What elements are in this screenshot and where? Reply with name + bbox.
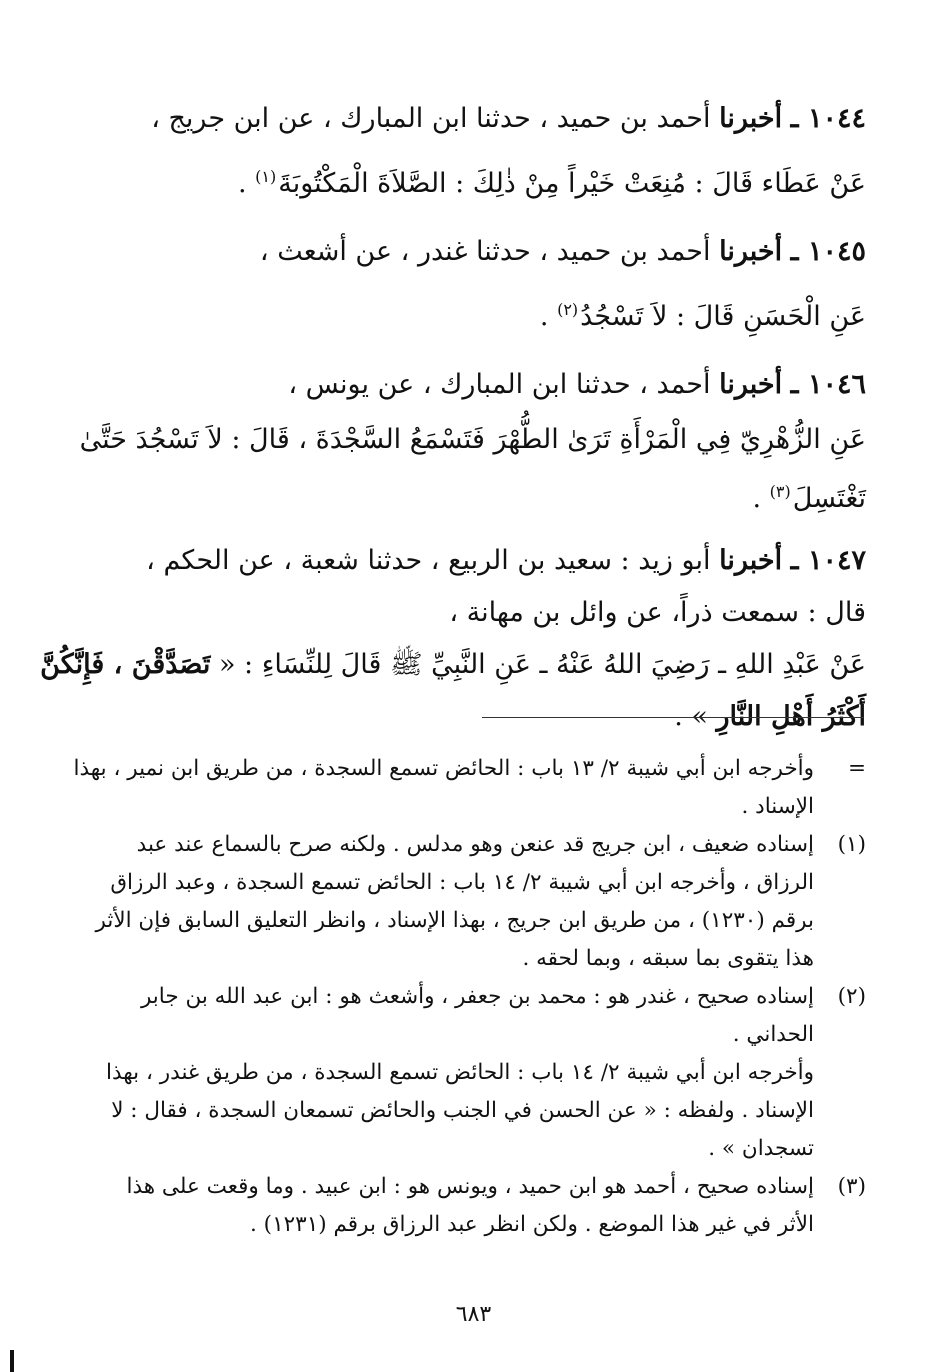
footnote-body — [70, 750, 814, 826]
matn-line — [70, 466, 866, 525]
footnote-body — [70, 1168, 814, 1244]
hadith-1046 — [70, 356, 866, 525]
isnad-keyword: أخبرنا — [719, 236, 783, 267]
footnote-3 — [70, 1168, 866, 1244]
isnad-line — [70, 356, 866, 414]
footnote-line: الرزاق ، وأخرجه ابن أبي شيبة ٢/ ١٤ باب : الحائض تسمع السجدة ، وعبد الرزاق — [110, 870, 814, 895]
matn-text: عَنِ الْحَسَنِ قَالَ : لاَ تَسْجُدُ — [580, 301, 866, 332]
scan-edge-mark — [10, 1350, 14, 1372]
footnote-body — [70, 826, 814, 978]
footnote-line: وأخرجه ابن أبي شيبة ٢/ ١٣ باب : الحائض تسمع السجدة ، من طريق ابن نمير ، بهذا — [73, 756, 814, 781]
footnote-line: إسناده صحيح ، أحمد هو ابن حميد ، ويونس هو : ابن عبيد . وما وقعت على هذا — [126, 1174, 814, 1199]
footnote-separator — [482, 717, 864, 718]
footnote-body — [70, 978, 814, 1168]
matn-text: عَنِ الزُّهْرِيّ فِي الْمَرْأَةِ تَرَىٰ الطُّهْرَ فَتَسْمَعُ السَّجْدَةَ ، قَالَ : لاَ تَسْجُدَ حَتَّىٰ — [79, 424, 866, 455]
footnote-ref: (٣) — [769, 482, 791, 501]
footnote-marker: (٢) — [837, 984, 866, 1009]
hadith-1047 — [40, 535, 866, 743]
isnad-text: قال : سمعت ذراً، عن وائل بن مهانة ، — [449, 597, 866, 628]
hadith-number: ١٠٤٧ ـ — [790, 545, 866, 576]
footnote-line: تسجدان » . — [708, 1136, 814, 1161]
hadith-number: ١٠٤٦ ـ — [790, 369, 866, 400]
prophetic-words: أَكْثَرُ أَهْلِ النَّارِ — [716, 701, 866, 732]
isnad-keyword: أخبرنا — [719, 369, 783, 400]
footnote-marker: = — [847, 756, 866, 781]
isnad-line — [70, 223, 866, 281]
page-number: ٦٨٣ — [455, 1302, 492, 1327]
matn-text: عَنْ عَبْدِ اللهِ ـ رَضِيَ اللهُ عَنْهُ ـ عَنِ النَّبِيِّ ﷺ قَالَ لِلنِّسَاءِ : « — [218, 649, 866, 680]
matn-line — [70, 281, 866, 346]
footnote-line: وأخرجه ابن أبي شيبة ٢/ ١٤ باب : الحائض تسمع السجدة ، من طريق غندر ، بهذا — [106, 1060, 814, 1085]
footnote-line: الإسناد . ولفظه : « عن الحسن في الجنب والحائض تسمعان السجدة ، فقال : لا — [111, 1098, 814, 1123]
isnad-text: أحمد بن حميد ، حدثنا ابن المبارك ، عن ابن جريج ، — [151, 103, 711, 134]
footnote-ref: (٢) — [557, 300, 579, 319]
matn-line — [70, 414, 866, 466]
matn-tail: » . — [674, 701, 708, 732]
prophetic-words: تَصَدَّقْنَ ، فَإِنَّكُنَّ — [40, 649, 211, 680]
footnote-line: الإسناد . — [741, 794, 814, 819]
hadith-number: ١٠٤٤ ـ — [790, 103, 866, 134]
footnote-line: إسناده ضعيف ، ابن جريج قد عنعن وهو مدلس . ولكنه صرح بالسماع عند عبد — [136, 832, 814, 857]
footnote-marker: (٣) — [837, 1174, 866, 1199]
footnote-1 — [70, 826, 866, 978]
page-body — [40, 90, 866, 1320]
matn-line — [70, 148, 866, 213]
matn-tail: . — [237, 168, 247, 199]
hadith-1045 — [70, 223, 866, 346]
isnad-line — [70, 587, 866, 639]
footnote-line: هذا يتقوى بما سبقه ، وبما لحقه . — [522, 946, 814, 971]
isnad-text: أحمد ، حدثنا ابن المبارك ، عن يونس ، — [288, 369, 711, 400]
matn-line — [40, 639, 866, 691]
isnad-line — [70, 535, 866, 587]
footnote-2 — [70, 978, 866, 1168]
matn-text: تَغْتَسِلَ — [792, 483, 866, 514]
footnote-marker: (١) — [837, 832, 866, 857]
footnotes — [70, 750, 866, 1244]
hadith-number: ١٠٤٥ ـ — [790, 236, 866, 267]
isnad-keyword: أخبرنا — [719, 545, 783, 576]
matn-tail: . — [752, 483, 762, 514]
matn-tail: . — [539, 301, 549, 332]
isnad-text: أحمد بن حميد ، حدثنا غندر ، عن أشعث ، — [259, 236, 711, 267]
footnote-continuation — [70, 750, 866, 826]
footnote-line: إسناده صحيح ، غندر هو : محمد بن جعفر ، وأشعث هو : ابن عبد الله بن جابر — [140, 984, 814, 1009]
matn-text: عَنْ عَطَاء قَالَ : مُنِعَتْ خَيْراً مِنْ ذٰلِكَ : الصَّلاَةَ الْمَكْتُوبَةَ — [278, 168, 866, 199]
footnote-ref: (١) — [255, 167, 277, 186]
isnad-keyword: أخبرنا — [719, 103, 783, 134]
isnad-text: أبو زيد : سعيد بن الربيع ، حدثنا شعبة ، عن الحكم ، — [146, 545, 711, 576]
footnote-line: الأثر في غير هذا الموضع . ولكن انظر عبد الرزاق برقم (١٢٣١) . — [250, 1212, 814, 1237]
isnad-line — [70, 90, 866, 148]
footnote-line: الحداني . — [732, 1022, 814, 1047]
hadith-1044 — [70, 90, 866, 213]
footnote-line: برقم (١٢٣٠) ، من طريق ابن جريج ، بهذا الإسناد ، وانظر التعليق السابق فإن الأثر — [95, 908, 814, 933]
